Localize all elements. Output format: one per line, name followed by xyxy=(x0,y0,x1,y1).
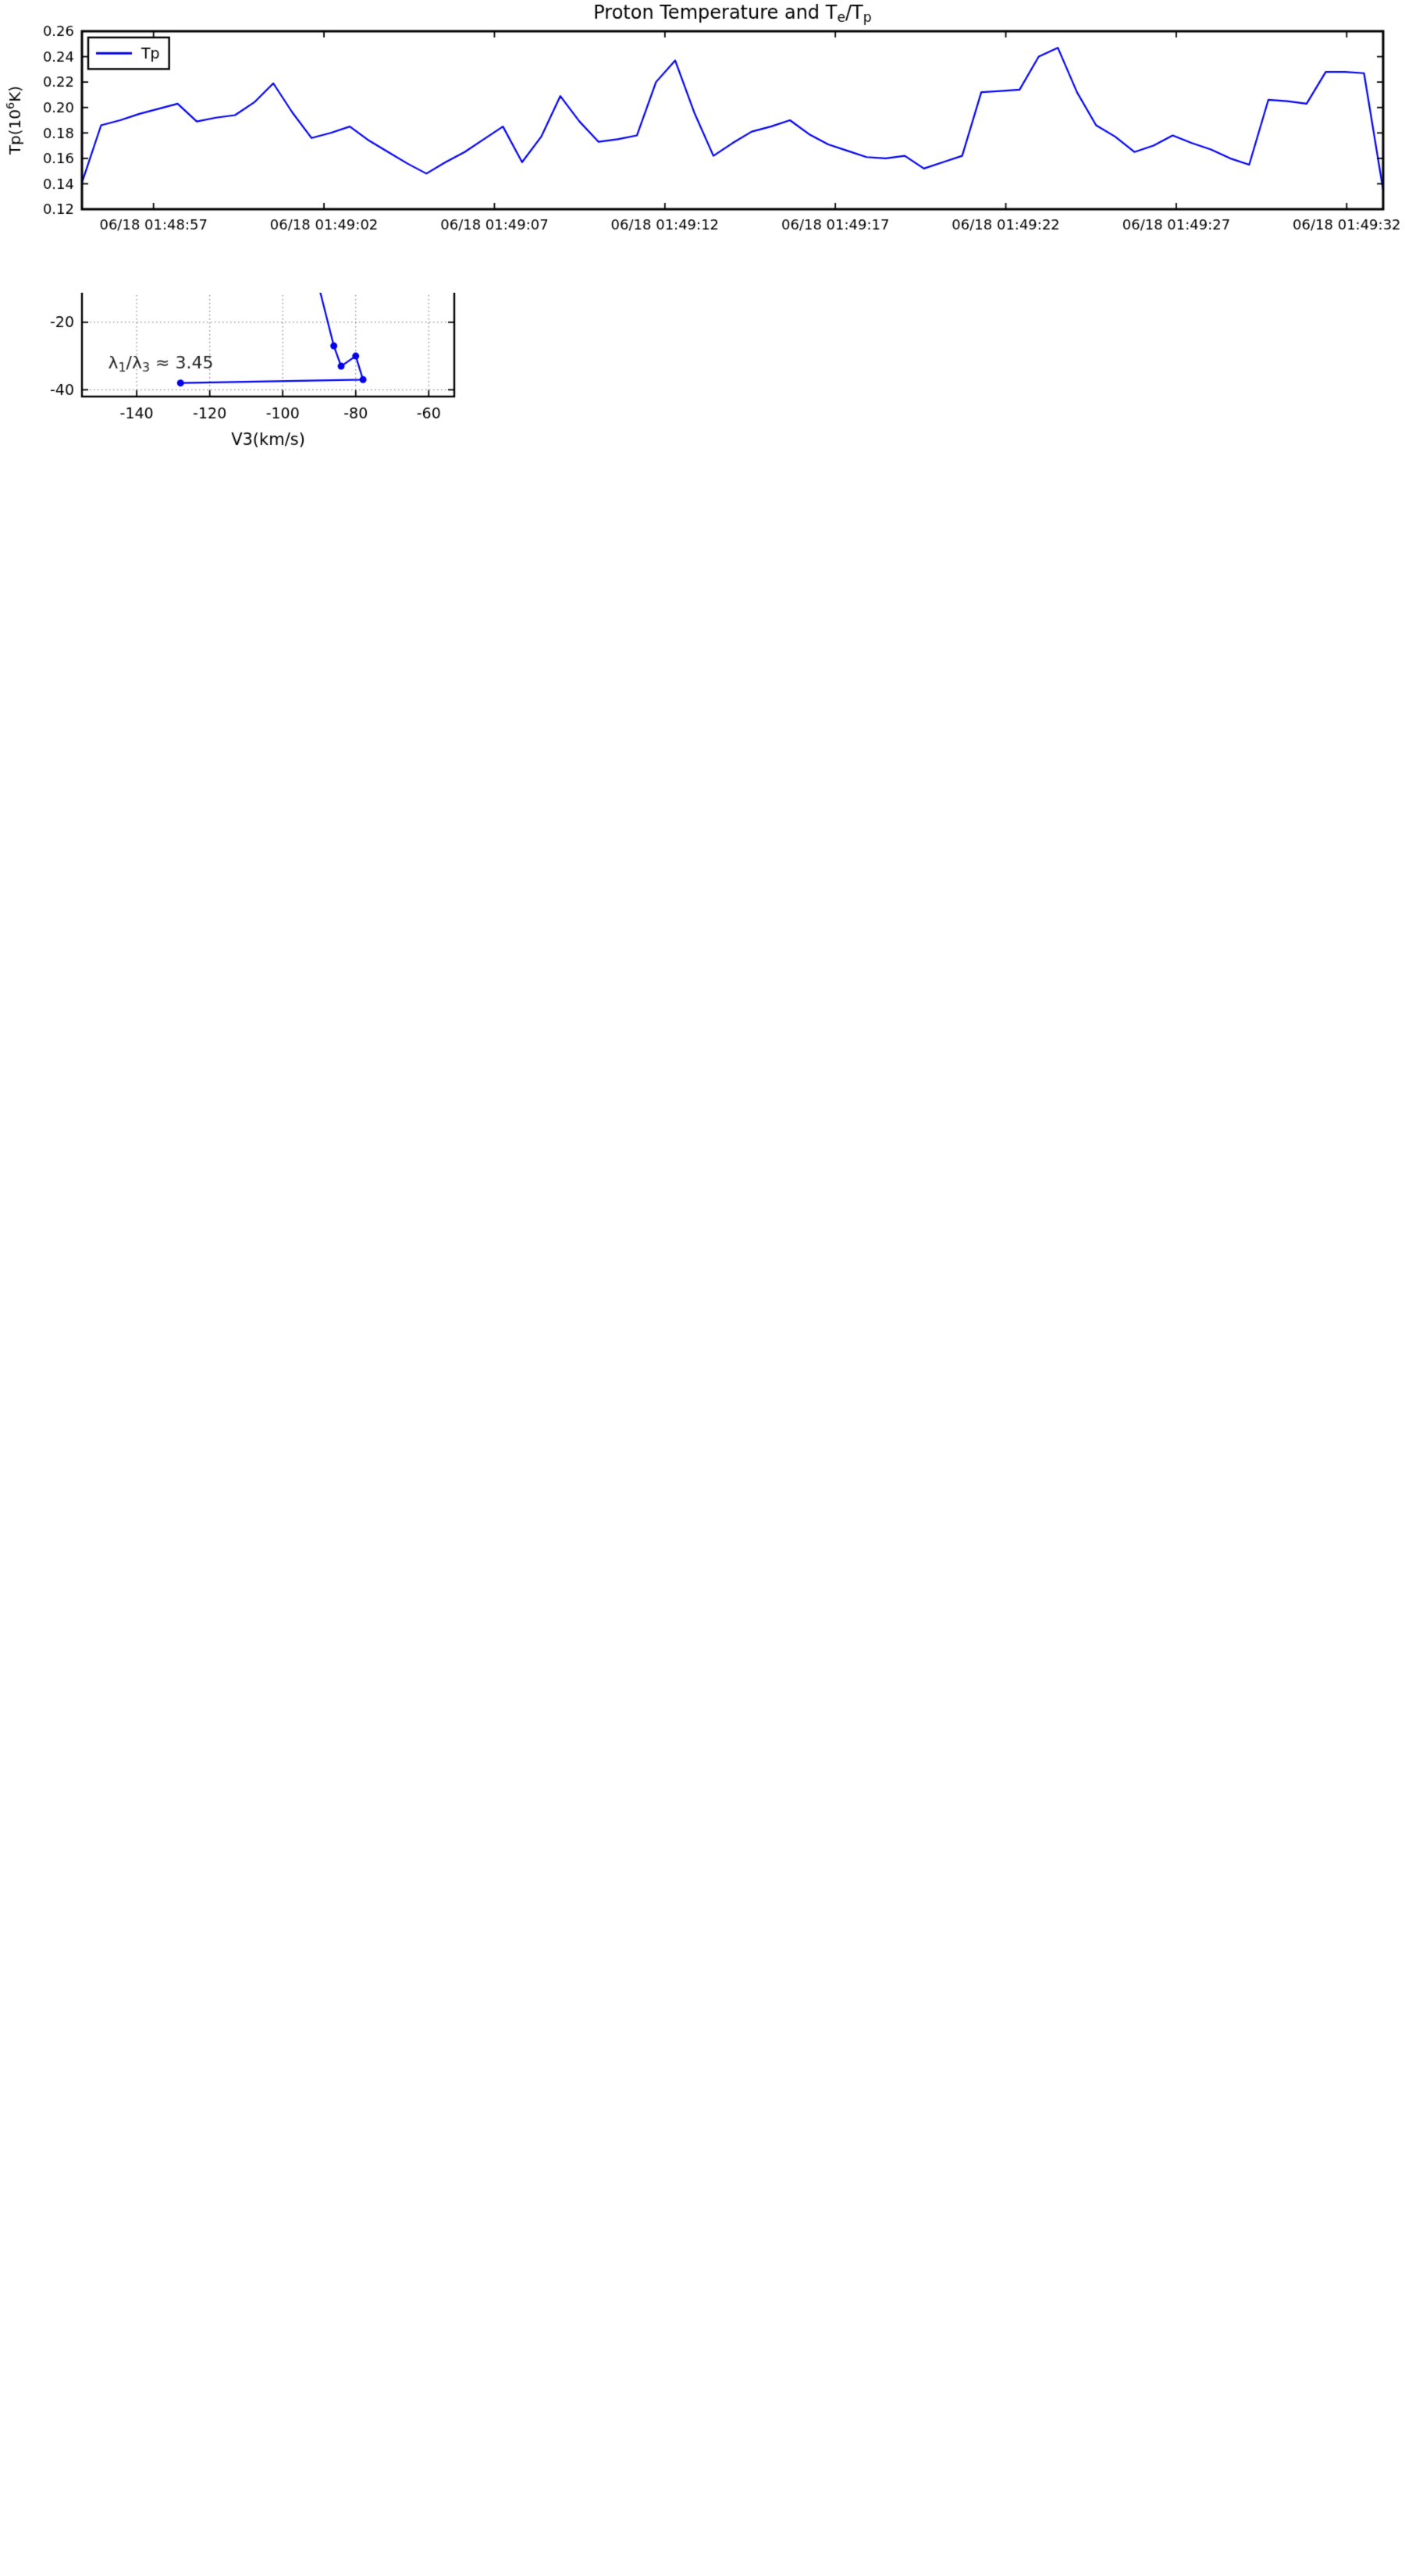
panel-proton-temperature xyxy=(0,0,1405,293)
proton-temperature-chart-canvas xyxy=(0,0,1405,293)
